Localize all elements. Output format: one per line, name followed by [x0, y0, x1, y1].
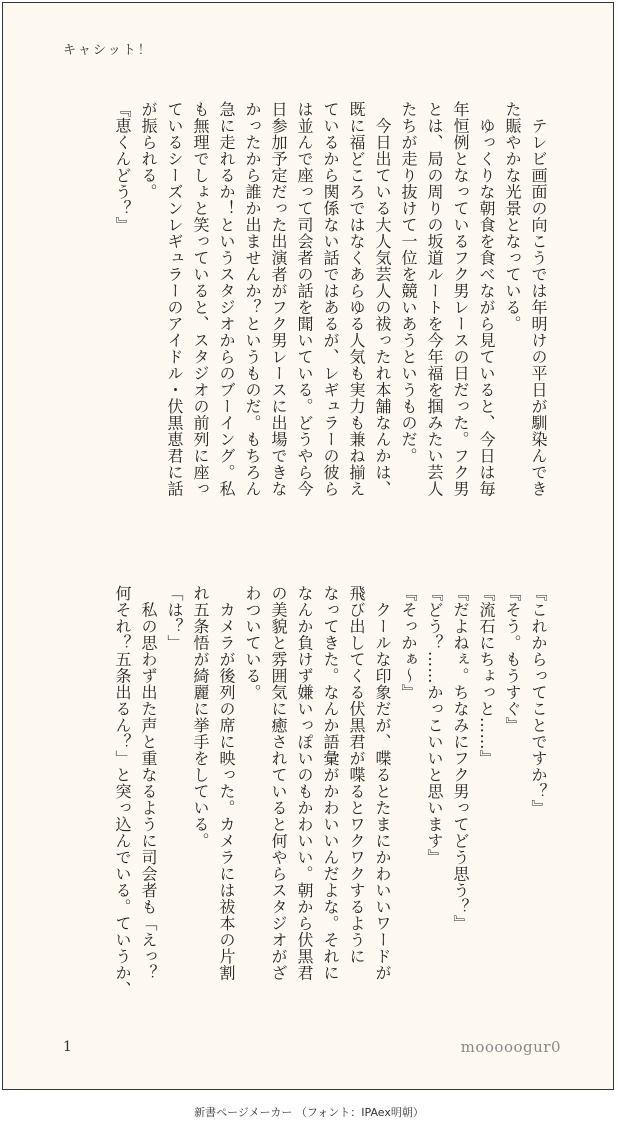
- text-column-top: [109, 101, 551, 531]
- text-line: とは、局の周りの坂道ルートを今年福を掴みたい芸人: [425, 101, 444, 497]
- text-line: ゆっくりな朝食を食べながら見ていると、今日は毎: [477, 101, 496, 497]
- text-line: は並んで座って司会者の話を聞いている。どうやら今: [295, 101, 314, 497]
- text-line: 私の思わず出た声と重なるように司会者も「えっ？: [139, 585, 158, 981]
- text-line: 『そっかぁ～』: [399, 585, 418, 701]
- text-line: かったから誰か出ませんか？というものだ。もちろん: [243, 101, 262, 497]
- text-line: わついている。: [243, 585, 262, 701]
- text-line: なんか負けず嫌いっぽいのもかわいい。朝から伏黒君: [295, 585, 314, 981]
- page-number: 1: [63, 1039, 72, 1055]
- text-line: 『恵くんどう？』: [113, 101, 132, 233]
- text-line: 年恒例となっているフク男レースの日だった。フク男: [451, 101, 470, 497]
- text-line: が振られる。: [139, 101, 158, 200]
- text-line: の美貌と雰囲気に癒されていると何やらスタジオがざ: [269, 585, 288, 981]
- text-line: カメラが後列の席に映った。カメラには祓本の片割: [217, 585, 236, 981]
- manuscript-page: [2, 2, 614, 1090]
- text-column-bottom: [109, 585, 551, 1015]
- text-line: 『これからってことですか？』: [529, 585, 548, 816]
- text-line: 何それ？五条出るん？」と突っ込んでいる。ていうか、: [113, 585, 132, 998]
- text-line: 飛び出してくる伏黒君が喋るとワクワクするように: [347, 585, 366, 965]
- text-line: 日参加予定だった出演者がフク男レースに出場できな: [269, 101, 288, 497]
- text-line: 今日出ている大人気芸人の祓ったれ本舗なんかは、: [373, 101, 392, 497]
- text-line: たちが走り抜けて一位を競いあうというものだ。: [399, 101, 418, 464]
- header-title: キャシット！: [63, 43, 153, 58]
- text-line: 急に走れるか！というスタジオからのブーイング。私: [217, 101, 236, 497]
- text-line: ているから関係ない話ではあるが、レギュラーの彼ら: [321, 101, 340, 497]
- text-line: 「は？」: [165, 585, 184, 651]
- footer-credit: 新書ページメーカー （フォント：IPAex明朝）: [194, 1106, 424, 1119]
- author-name: mooooogur0: [460, 1038, 561, 1056]
- text-line: 『だよねぇ。ちなみにフク男ってどう思う？』: [451, 585, 470, 932]
- text-line: 『流石にちょっと……』: [477, 585, 496, 767]
- text-line: 『どう？……かっこいいと思います』: [425, 585, 444, 866]
- text-line: 既に福どころではなくあらゆる人気も実力も兼ね揃え: [347, 101, 366, 497]
- text-line: も無理でしょと笑っていると、スタジオの前列に座っ: [191, 101, 210, 497]
- text-line: テレビ画面の向こうでは年明けの平日が馴染んでき: [529, 101, 548, 497]
- text-line: れ五条悟が綺麗に挙手をしている。: [191, 585, 210, 849]
- text-line: クールな印象だが、喋るとたまにかわいいワードが: [373, 585, 392, 981]
- text-line: 『そう。もうすぐ』: [503, 585, 522, 734]
- text-line: た賑やかな光景となっている。: [503, 101, 522, 332]
- text-line: ているシーズンレギュラーのアイドル・伏黒恵君に話: [165, 101, 184, 497]
- text-line: なってきた。なんか語彙がかわいいんだよな。それに: [321, 585, 340, 981]
